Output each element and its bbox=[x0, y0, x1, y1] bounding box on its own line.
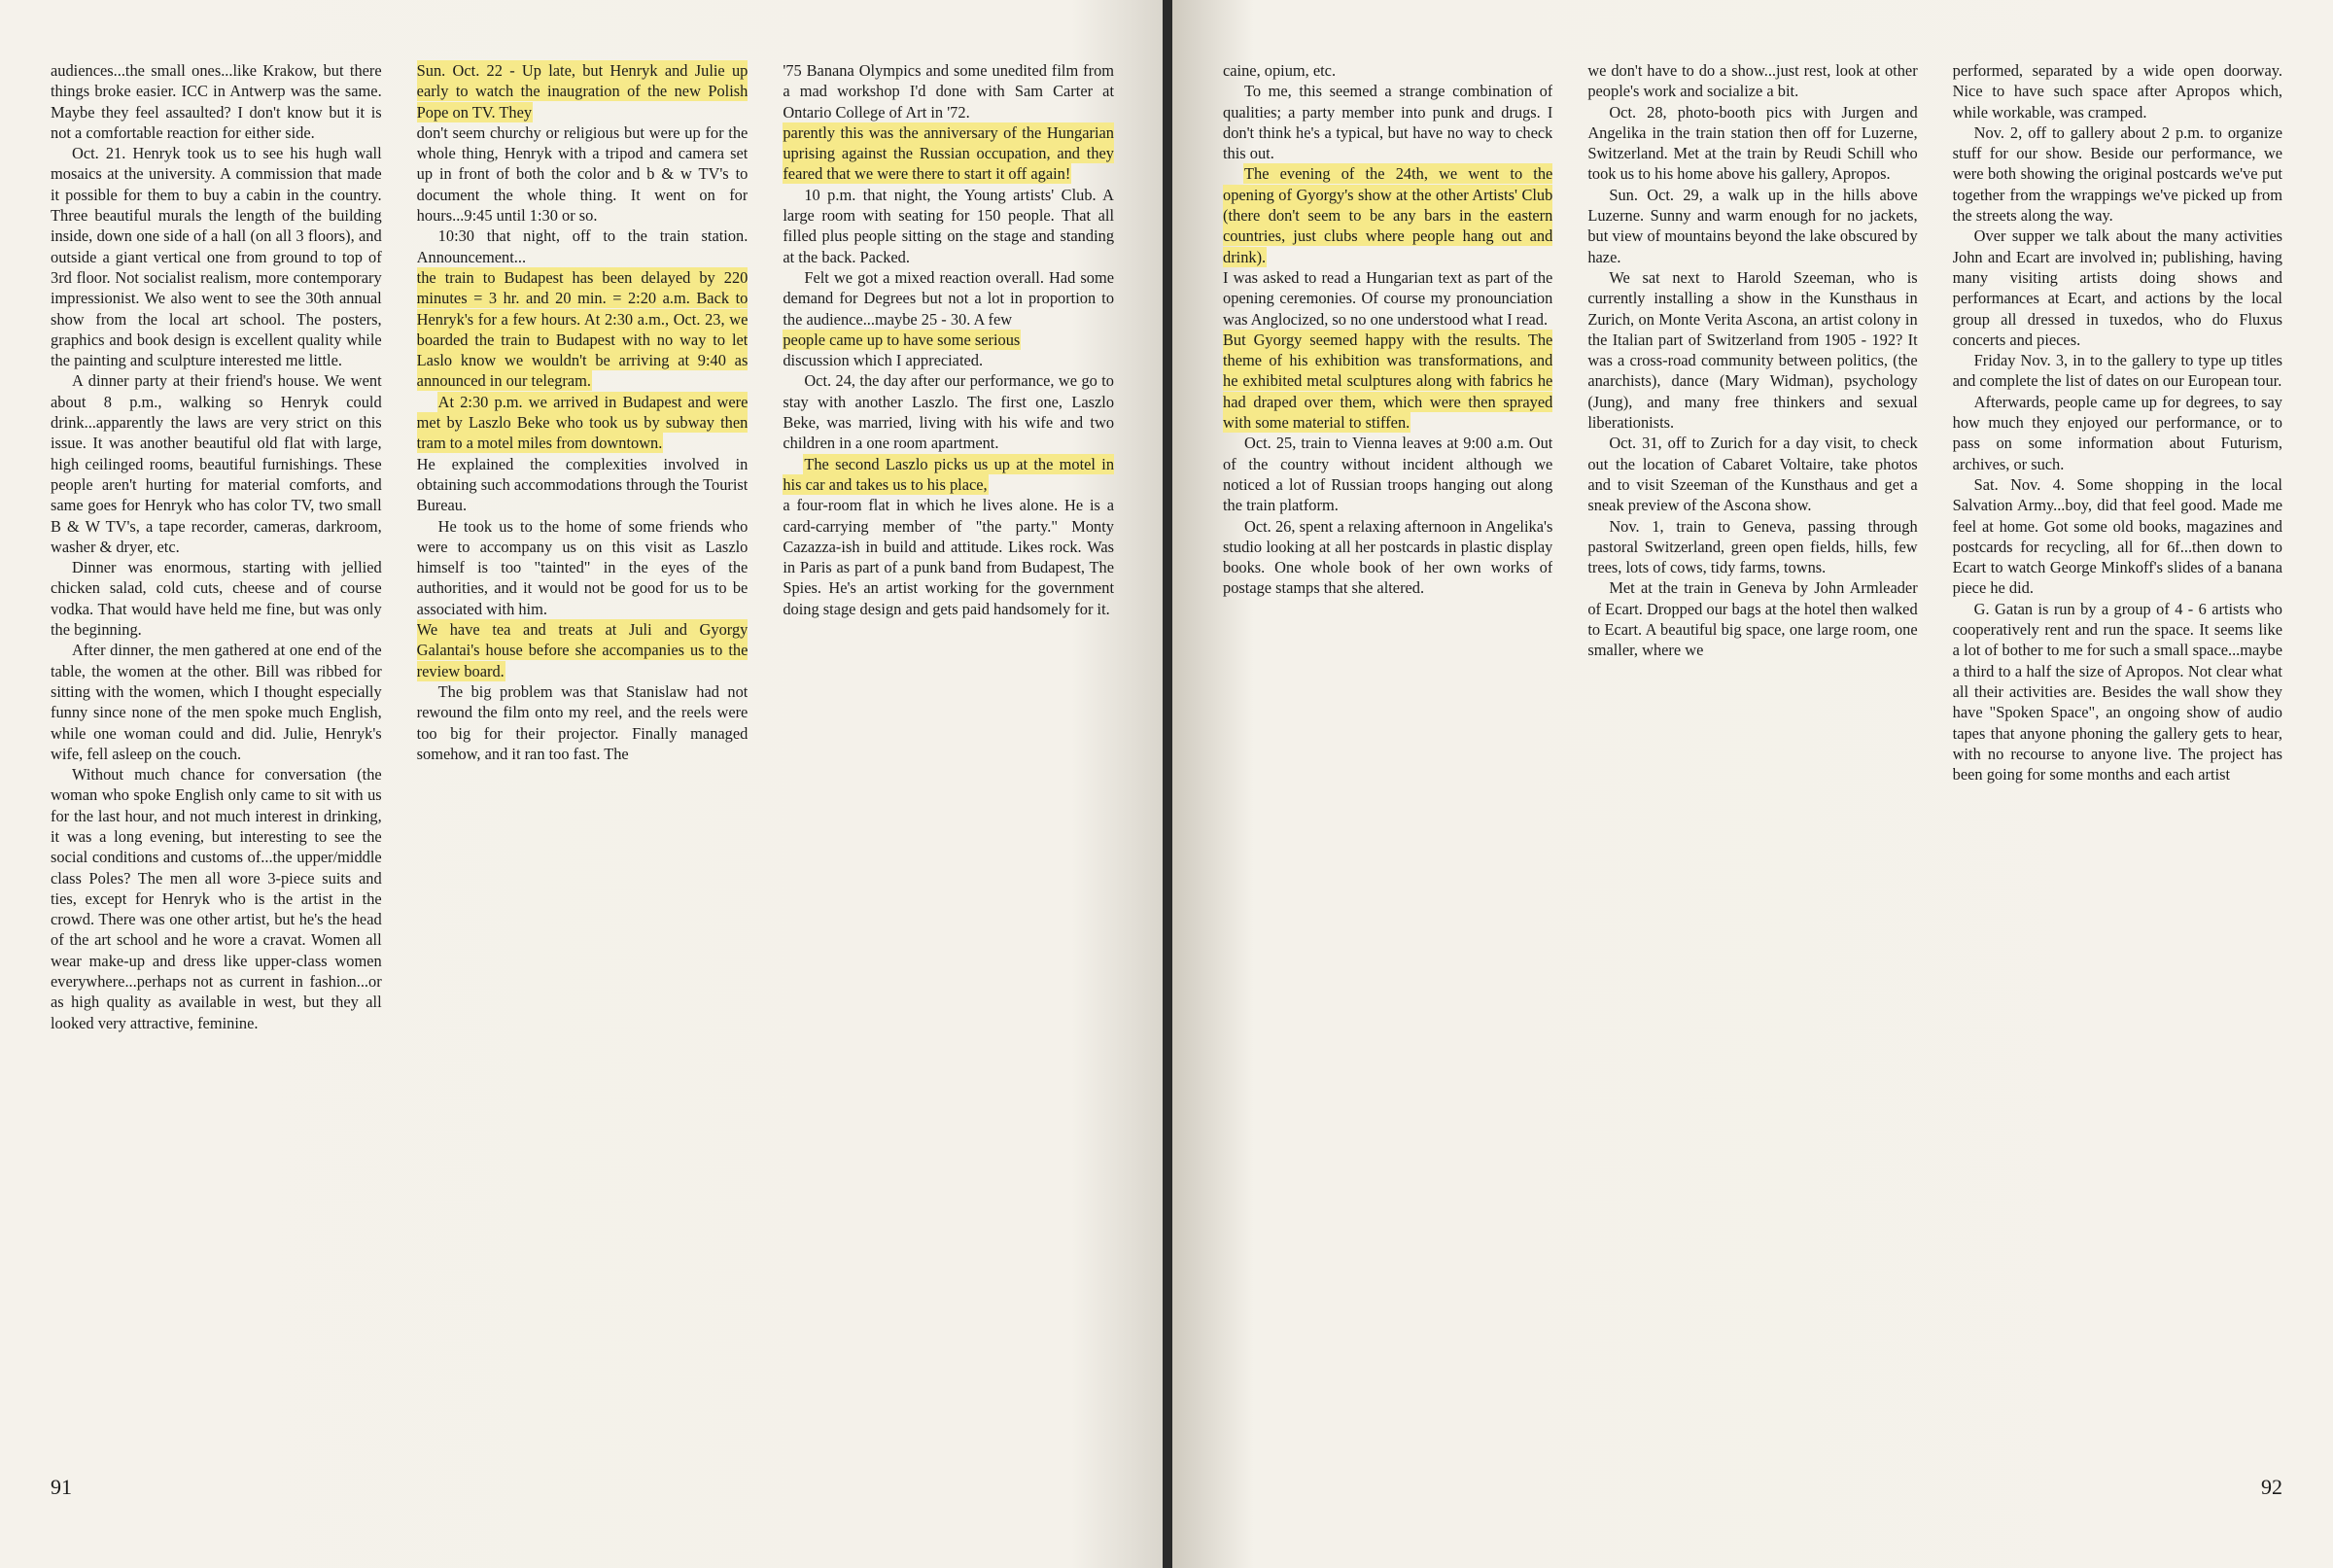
paragraph bbox=[51, 764, 382, 1033]
paragraph bbox=[783, 122, 1114, 185]
paragraph-text: performed, separated by a wide open doorway. Nice to have such space after Apropos which, while workable, was cramped. bbox=[1952, 61, 2282, 122]
paragraph bbox=[417, 516, 749, 619]
paragraph-text: Oct. 28, photo-booth pics with Jurgen and Angelika in the train station then off for Luzerne, Switzerland. Met at the train by Reudi Schill who took us to his home above his gallery, Apropos. bbox=[1587, 102, 1918, 184]
paragraph bbox=[51, 640, 382, 764]
paragraph bbox=[1587, 516, 1917, 578]
paragraph bbox=[51, 557, 382, 640]
paragraph-text: audiences...the small ones...like Krakow, but there things broke easier. ICC in Antwerp was the same. Maybe they feel assaulted? I don't know but it is not a comfortable reaction for either side. bbox=[51, 61, 382, 142]
paragraph bbox=[1587, 433, 1917, 515]
paragraph-text: Afterwards, people came up for degrees, to say how much they enjoyed our performance, or to pass on some information about Futurism, archives, or such. bbox=[1952, 392, 2282, 473]
paragraph bbox=[783, 454, 1114, 496]
paragraph-text: Oct. 21. Henryk took us to see his hugh wall mosaics at the university. A commission that made it possible for them to buy a cabin in the country. Three beautiful murals the length of the building inside, down one side of a hall (on all 3 floors), and outside a giant vertical one from ground to top of 3rd floor. Not socialist realism, more contemporary impressionist. We also went to see the 30th annual show from the local art school. The posters, graphics and book design is excellent quality while the painting and sculpture interested me little. bbox=[51, 144, 382, 370]
paragraph-text: Dinner was enormous, starting with jellied chicken salad, cold cuts, cheese and of course vodka. That would have held me fine, but was only the beginning. bbox=[51, 558, 382, 640]
paragraph-text: He explained the complexities involved in obtaining such accommodations through the Tourist Bureau. bbox=[416, 454, 749, 515]
paragraph bbox=[417, 122, 749, 226]
paragraph-text: Met at the train in Geneva by John Armleader of Ecart. Dropped our bags at the hotel then walked to Ecart. A beautiful big space, one large room, one smaller, where we bbox=[1587, 578, 1918, 660]
left-page-columns bbox=[51, 60, 1114, 1441]
highlighted-text: The second Laszlo picks us up at the motel in his car and takes us to his place, bbox=[783, 454, 1115, 494]
paragraph bbox=[1953, 226, 2282, 350]
paragraph bbox=[1223, 81, 1552, 163]
paragraph-text: Friday Nov. 3, in to the gallery to type up titles and complete the list of dates on our European tour. bbox=[1952, 351, 2282, 391]
paragraph bbox=[783, 350, 1114, 370]
left-page bbox=[0, 0, 1165, 1568]
paragraph bbox=[783, 330, 1114, 350]
paragraph bbox=[1953, 350, 2282, 392]
highlighted-text: The evening of the 24th, we went to the opening of Gyorgy's show at the other Artists' Club (there don't seem to be any bars in the eastern countries, just clubs where people hang out and drink). bbox=[1223, 164, 1553, 266]
paragraph bbox=[417, 267, 749, 392]
right-page-columns bbox=[1223, 60, 2282, 1441]
paragraph-text: don't seem churchy or religious but were up for the whole thing, Henryk with a tripod and camera set up in front of both the color and b & w TV's to document the whole thing. It went on for hours...9:45 until 1:30 or so. bbox=[416, 122, 749, 226]
paragraph bbox=[1587, 577, 1917, 660]
paragraph bbox=[417, 392, 749, 454]
paragraph bbox=[417, 226, 749, 267]
paragraph-text: discussion which I appreciated. bbox=[783, 351, 984, 370]
left-column-1 bbox=[51, 60, 382, 1441]
paragraph bbox=[1587, 60, 1917, 102]
paragraph bbox=[1953, 122, 2282, 226]
page-number-left: 91 bbox=[51, 1475, 72, 1499]
paragraph-text: G. Gatan is run by a group of 4 - 6 artists who cooperatively rent and run the space. It seems like a lot of bother to me for such a small space...maybe a third to a half the size of Apropos. Not clear what all their activities are. Besides the wall show they have "Spoken Space", an ongoing show of audio tapes that anyone phoning the gallery gets to hear, with no recourse to anyone live. The project has been going for some months and each artist bbox=[1952, 599, 2282, 784]
paragraph-text: 10 p.m. that night, the Young artists' Club. A large room with seating for 150 people. That all filled plus people sitting on the stage and standing at the back. Packed. bbox=[783, 185, 1115, 266]
paragraph-text: a four-room flat in which he lives alone. He is a card-carrying member of "the party." Monty Cazazza-ish in build and attitude. Likes rock. Was in Paris as part of a punk band from Budapest, The Spies. He's an artist working for the government doing stage design and gets paid handsomely for it. bbox=[783, 496, 1115, 618]
right-column-3 bbox=[1953, 60, 2282, 1441]
paragraph bbox=[417, 681, 749, 764]
paragraph bbox=[1953, 60, 2282, 122]
paragraph bbox=[1953, 392, 2282, 474]
paragraph bbox=[1587, 185, 1917, 267]
paragraph bbox=[1587, 267, 1917, 433]
paragraph bbox=[417, 60, 749, 122]
paragraph bbox=[51, 143, 382, 370]
highlighted-text: the train to Budapest has been delayed by 220 minutes = 3 hr. and 20 min. = 2:20 a.m. Back to Henryk's for a few hours. At 2:30 a.m., Oct. 23, we boarded the train to Budapest with no way to let Laslo know we wouldn't be arriving at 9:40 as announced in our telegram. bbox=[416, 267, 749, 391]
paragraph-text: we don't have to do a show...just rest, look at other people's work and socialize a bit. bbox=[1587, 61, 1918, 101]
left-column-3 bbox=[783, 60, 1114, 1441]
right-page bbox=[1172, 0, 2333, 1568]
paragraph-text: A dinner party at their friend's house. We went about 8 p.m., walking so Henryk could drink...apparently the laws are very strict on this issue. It was another beautiful old flat with large, high ceilinged rooms, beautiful furnishings. These people aren't hurting for material comforts, and same goes for Henryk who has color TV, two small B & W TV's, a tape recorder, cameras, darkroom, washer & dryer, etc. bbox=[51, 371, 382, 556]
paragraph-text: '75 Banana Olympics and some unedited film from a mad workshop I'd done with Sam Carter at Ontario College of Art in '72. bbox=[783, 61, 1115, 122]
paragraph-text: Oct. 24, the day after our performance, we go to stay with another Laszlo. The first one, Laszlo Beke, was married, living with his wife and two children in a one room apartment. bbox=[783, 371, 1115, 453]
paragraph-text: Oct. 26, spent a relaxing afternoon in Angelika's studio looking at all her postcards in plastic display books. One whole book of her own works of postage stamps that she altered. bbox=[1223, 516, 1553, 598]
paragraph bbox=[51, 370, 382, 557]
paragraph-text: I was asked to read a Hungarian text as part of the opening ceremonies. Of course my pronounciation was Anglocized, so no one understood what I read. bbox=[1223, 267, 1553, 329]
paragraph bbox=[783, 185, 1114, 267]
paragraph bbox=[417, 454, 749, 516]
paragraph-text: Sat. Nov. 4. Some shopping in the local Salvation Army...boy, did that feel good. Made me feel at home. Got some old books, magazines and postcards for recycling, all for 6f...then down to Ecart to watch George Minkoff's slides of a banana piece he did. bbox=[1952, 474, 2282, 598]
highlighted-text: Sun. Oct. 22 - Up late, but Henryk and Julie up early to watch the inaugration of the new Polish Pope on TV. They bbox=[416, 61, 749, 122]
paragraph bbox=[1953, 599, 2282, 785]
highlighted-text: At 2:30 p.m. we arrived in Budapest and were met by Laszlo Beke who took us by subway then tram to a motel miles from downtown. bbox=[416, 392, 749, 453]
paragraph bbox=[1223, 433, 1552, 515]
paragraph bbox=[1223, 60, 1552, 81]
paragraph-text: Without much chance for conversation (the woman who spoke English only came to sit with us for the last hour, and not much interest in drinking, it was a long evening, but interesting to see the social conditions and customs of...the upper/middle class Poles? The men all wore 3-piece suits and ties, except for Henryk who is the artist in the crowd. There was one other artist, but he's the head of the art school and he wore a cravat. Women all wear make-up and dress like upper-class women everywhere...perhaps not as current in fashion...or as high quality as available in west, but they all looked very attractive, feminine. bbox=[51, 765, 382, 1032]
paragraph bbox=[783, 495, 1114, 619]
paragraph-text: Sun. Oct. 29, a walk up in the hills above Luzerne. Sunny and warm enough for no jackets, but view of mountains beyond the lake obscured by haze. bbox=[1587, 185, 1918, 266]
paragraph-text: To me, this seemed a strange combination of qualities; a party member into punk and drugs. I don't think he's a typical, but have no way to check this out. bbox=[1223, 82, 1553, 163]
paragraph-text: He took us to the home of some friends who were to accompany us on this visit as Laszlo himself is too "tainted" in the eyes of the authorities, and it would not be good for us to be associated with him. bbox=[416, 516, 749, 618]
paragraph bbox=[1587, 102, 1917, 185]
paragraph-text: Nov. 2, off to gallery about 2 p.m. to organize stuff for our show. Beside our performance, we were both showing the original postcards we've put together from the wrappings we've picked up from the streets along the way. bbox=[1952, 122, 2282, 226]
highlighted-text: We have tea and treats at Juli and Gyorgy Galantai's house before she accompanies us to the review board. bbox=[416, 620, 749, 680]
paragraph bbox=[1223, 330, 1552, 433]
paragraph bbox=[783, 370, 1114, 453]
right-column-2 bbox=[1587, 60, 1917, 1441]
paragraph bbox=[417, 619, 749, 681]
highlighted-text: But Gyorgy seemed happy with the results. The theme of his exhibition was transformations, and he exhibited metal sculptures along with fabrics he had draped over them, which were then sprayed with some material to stiffen. bbox=[1223, 330, 1553, 433]
left-column-2 bbox=[417, 60, 749, 1441]
paragraph-text: 10:30 that night, off to the train station. Announcement... bbox=[416, 226, 749, 266]
paragraph-text: Oct. 31, off to Zurich for a day visit, to check out the location of Cabaret Voltaire, take photos and to visit Szeeman of the Kunsthaus and get a sneak preview of the Ascona show. bbox=[1587, 434, 1918, 515]
paragraph-text: Oct. 25, train to Vienna leaves at 9:00 a.m. Out of the country without incident although we noticed a lot of Russian troops hanging out along the train platform. bbox=[1223, 434, 1553, 515]
paragraph-text: The big problem was that Stanislaw had not rewound the film onto my reel, and the reels were too big for their projector. Finally managed somehow, and it ran too fast. The bbox=[416, 681, 749, 763]
paragraph bbox=[1953, 474, 2282, 599]
paragraph bbox=[783, 267, 1114, 330]
paragraph-text: Over supper we talk about the many activities John and Ecart are involved in; publishing, having many visiting artists doing shows and performances at Ecart, and actions by the local group all dressed in tuxedos, who do Fluxus concerts and pieces. bbox=[1952, 226, 2282, 349]
paragraph bbox=[783, 60, 1114, 122]
paragraph bbox=[51, 60, 382, 143]
paragraph bbox=[1223, 267, 1552, 330]
highlighted-text: parently this was the anniversary of the Hungarian uprising against the Russian occupation, and they feared that we were there to start it off again! bbox=[783, 122, 1115, 184]
paragraph-text: We sat next to Harold Szeeman, who is currently installing a show in the Kunsthaus in Zurich, on Monte Verita Ascona, an artist colony in the Italian part of Switzerland from 1905 - 192? It was a cross-road community between politics, (the anarchists), dance (Mary Widman), psychology (Jung), and many free thinkers and sexual liberationists. bbox=[1587, 267, 1918, 433]
paragraph-text: Felt we got a mixed reaction overall. Had some demand for Degrees but not a lot in proportion to the audience...maybe 25 - 30. A few bbox=[783, 267, 1115, 329]
right-column-1 bbox=[1223, 60, 1552, 1441]
paragraph bbox=[1223, 516, 1552, 599]
highlighted-text: people came up to have some serious bbox=[783, 330, 1021, 349]
paragraph-text: After dinner, the men gathered at one end of the table, the women at the other. Bill was ribbed for sitting with the women, which I thought especially funny since none of the men spoke much English, while one woman could and did. Julie, Henryk's wife, fell asleep on the couch. bbox=[51, 641, 382, 763]
paragraph-text: Nov. 1, train to Geneva, passing through pastoral Switzerland, green open fields, hills, few trees, lots of cows, tidy farms, towns. bbox=[1587, 516, 1918, 577]
page-number-right: 92 bbox=[2261, 1475, 2282, 1499]
paragraph bbox=[1223, 163, 1552, 266]
paragraph-text: caine, opium, etc. bbox=[1223, 61, 1337, 80]
